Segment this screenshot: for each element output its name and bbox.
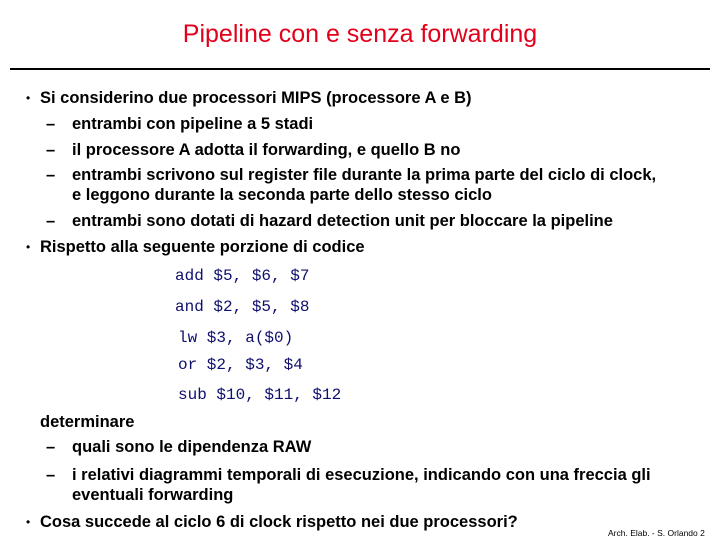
dash-marker: –: [46, 212, 56, 230]
bullet-text-1: Si considerino due processori MIPS (processore A e B): [40, 89, 472, 107]
subitem-6-line-1: i relativi diagrammi temporali di esecuzione, indicando con una freccia gli: [72, 466, 651, 484]
title-divider: [10, 68, 710, 70]
code-line: add $5, $6, $7: [175, 267, 310, 285]
code-line: lw $3, a($0): [178, 329, 294, 347]
subitem-2: il processore A adotta il forwarding, e quello B no: [72, 141, 461, 159]
slide-title: Pipeline con e senza forwarding: [182, 20, 538, 48]
dash-marker: –: [46, 141, 56, 159]
determinare-label: determinare: [40, 413, 135, 431]
subitem-1: entrambi con pipeline a 5 stadi: [72, 115, 314, 133]
code-line: or $2, $3, $4: [178, 356, 303, 374]
bullet-marker: •: [26, 240, 31, 254]
subitem-5: quali sono le dipendenza RAW: [72, 438, 312, 456]
code-line: and $2, $5, $8: [175, 298, 310, 316]
dash-marker: –: [46, 438, 56, 456]
dash-marker: –: [46, 466, 56, 484]
bullet-marker: •: [26, 515, 31, 529]
bullet-marker: •: [26, 91, 31, 105]
subitem-4: entrambi sono dotati di hazard detection unit per bloccare la pipeline: [72, 212, 613, 230]
subitem-3-line-2: e leggono durante la seconda parte dello stesso ciclo: [72, 186, 492, 204]
dash-marker: –: [46, 166, 56, 184]
subitem-3-line-1: entrambi scrivono sul register file durante la prima parte del ciclo di clock,: [72, 166, 657, 184]
dash-marker: –: [46, 115, 56, 133]
code-line: sub $10, $11, $12: [178, 386, 342, 404]
bullet-text-2: Rispetto alla seguente porzione di codice: [40, 238, 365, 256]
subitem-6-line-2: eventuali forwarding: [72, 486, 234, 504]
bullet-text-3: Cosa succede al ciclo 6 di clock rispetto nei due processori?: [40, 513, 518, 531]
slide-footer: Arch. Elab. - S. Orlando 2: [608, 528, 705, 538]
